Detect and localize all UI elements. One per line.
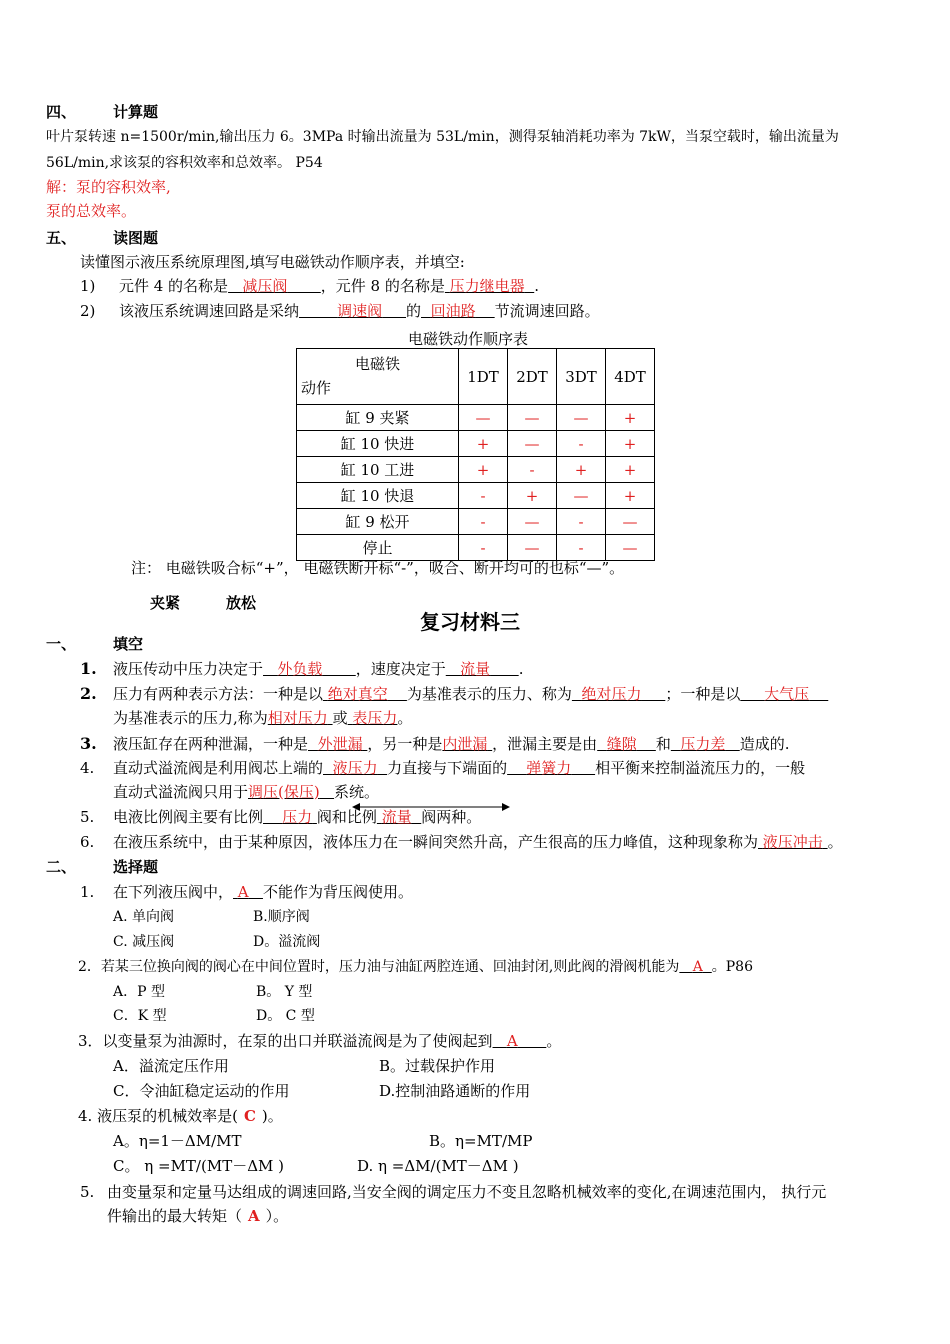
section-5-title: 读图题 <box>113 229 159 247</box>
answer-blank: 压力继电器 <box>449 277 525 295</box>
choice-option: B。η=MT/MP <box>429 1132 533 1150</box>
choice-option: C．K 型 <box>113 1008 167 1024</box>
question-number: 5. <box>80 808 95 826</box>
answer-blank: C <box>243 1107 256 1125</box>
table-cell: + <box>459 457 508 483</box>
section-4-number: 四、 <box>46 103 77 121</box>
fill-question-4: 4. 直动式溢流阀是利用阀芯上端的 液压力 力直接与下端面的 弹簧力 相平衡来控制溢流压力的，一般 <box>80 759 806 777</box>
table-cell: - <box>557 535 606 561</box>
question-number: 1. <box>80 883 95 901</box>
fill-question-1: 1. 液压传动中压力决定于 外负载 ，速度决定于 流量 . <box>80 659 524 678</box>
table-cell: + <box>557 457 606 483</box>
question-text-line1: 叶片泵转速 n=1500r/min,输出压力 6。3MPa 时输出流量为 53L/min，测得泵轴消耗功率为 7kW，当泵空载时，输出流量为 <box>46 129 839 145</box>
question-number: 2. <box>80 684 97 703</box>
question-number: 1. <box>80 659 97 678</box>
table-row <box>297 483 655 509</box>
row-label: 缸 10 快退 <box>297 483 459 509</box>
answer-blank: 调速阀 <box>337 302 383 320</box>
section-4-title: 计算题 <box>113 103 159 121</box>
corner-top-label: 电磁铁 <box>354 355 400 373</box>
item-number: 2) <box>80 302 96 320</box>
part-2-title: 选择题 <box>113 858 159 876</box>
table-cell: - <box>508 457 557 483</box>
table-cell: + <box>606 431 655 457</box>
table-row <box>297 509 655 535</box>
row-label: 缸 9 松开 <box>297 509 459 535</box>
table-cell: - <box>459 509 508 535</box>
part-2-number: 二、 <box>46 858 77 876</box>
answer-blank: 表压力 <box>352 709 398 727</box>
choice-option: C．令油缸稳定运动的作用 <box>113 1082 290 1100</box>
choice-option: B。 Y 型 <box>256 984 313 1000</box>
row-label: 缸 10 工进 <box>297 457 459 483</box>
answer-blank: A <box>248 1207 260 1225</box>
fill-item-2: 2) 该液压系统调速回路是采纳 调速阀 的 回油路 节流调速回路。 <box>80 302 600 320</box>
table-cell: — <box>508 431 557 457</box>
section-5-number: 五、 <box>46 229 77 247</box>
table-cell: - <box>557 509 606 535</box>
choice-option: D.控制油路通断的作用 <box>379 1082 531 1100</box>
table-row <box>297 431 655 457</box>
question-number: 3. <box>80 734 97 753</box>
fill-question-2-line2: 为基准表示的压力,称为相对压力 或 表压力。 <box>113 709 413 727</box>
choice-option: B。过载保护作用 <box>379 1057 496 1075</box>
table-cell: + <box>606 457 655 483</box>
choice-option: D. η =ΔM/(MT－ΔM ) <box>357 1157 519 1175</box>
answer-blank: 缝隙 <box>606 735 637 753</box>
choice-option: D。溢流阀 <box>253 934 321 950</box>
table-row <box>297 457 655 483</box>
choice-question-5-line2: 件输出的最大转矩（ A ）。 <box>107 1207 289 1225</box>
table-note: 注： 电磁铁吸合标“+”， 电磁铁断开标“-”，吸合、断开均可的也标“—”。 <box>131 559 625 577</box>
row-label: 缸 9 夹紧 <box>297 405 459 431</box>
row-label: 停止 <box>297 535 459 561</box>
answer-blank: 弹簧力 <box>526 759 572 777</box>
answer-blank: A <box>692 959 703 975</box>
answer-blank: 外负载 <box>277 660 323 678</box>
choice-question-3: 3．以变量泵为油源时，在泵的出口并联溢流阀是为了使阀起到 A 。 <box>78 1032 562 1050</box>
answer-blank: 绝对压力 <box>581 685 642 703</box>
choice-option: A．P 型 <box>113 984 165 1000</box>
column-header: 4DT <box>606 349 655 405</box>
fill-question-5: 5. 电液比例阀主要有比例 压力 阀和比例 流量 阀两种。 <box>80 808 482 826</box>
table-cell: — <box>557 483 606 509</box>
table-cell: — <box>508 405 557 431</box>
table-cell: - <box>459 535 508 561</box>
choice-option: A．溢流定压作用 <box>113 1057 229 1075</box>
answer-blank: 大气压 <box>764 685 810 703</box>
table-corner-cell <box>297 349 459 405</box>
table-row <box>297 405 655 431</box>
question-text-line2: 56L/min,求该泵的容积效率和总效率。 P54 <box>46 155 323 171</box>
table-cell: — <box>557 405 606 431</box>
question-number: 5. <box>80 1183 95 1201</box>
choice-question-5: 5. 由变量泵和定量马达组成的调速回路,当安全阀的调定压力不变且忽略机械效率的变化,在调速范围内， 执行元 <box>80 1183 827 1201</box>
choice-option: C。 η =MT/(MT－ΔM ) <box>113 1157 285 1175</box>
table-cell: — <box>459 405 508 431</box>
answer-blank: A <box>237 883 249 901</box>
part-1-title: 填空 <box>113 635 144 653</box>
answer-blank: 回油路 <box>430 302 476 320</box>
answer-blank: 液压冲击 <box>762 833 823 851</box>
fill-question-2: 2. 压力有两种表示方法：一种是以 绝对真空 为基准表示的压力、称为 绝对压力 ；一种是以 大气压 <box>80 684 810 703</box>
table-cell: — <box>508 509 557 535</box>
table-cell: + <box>459 431 508 457</box>
table-row <box>297 535 655 561</box>
answer-blank: 调压(保压) <box>248 783 320 801</box>
answer-blank: 流量 <box>460 660 491 678</box>
item-number: 1) <box>80 277 96 295</box>
choice-option: C. 减压阀 <box>113 934 175 950</box>
table-cell: — <box>606 535 655 561</box>
fill-question-3: 3. 液压缸存在两种泄漏，一种是 外泄漏 ，另一种是内泄漏 ，泄漏主要是由 缝隙 和 压力差 造成的. <box>80 734 790 753</box>
choice-option: A. 单向阀 <box>113 909 175 925</box>
column-header: 1DT <box>459 349 508 405</box>
question-number: 4. <box>80 759 95 777</box>
choice-option: B.顺序阀 <box>253 909 310 925</box>
fill-question-4-line2: 直动式溢流阀只用于调压(保压) 系统。 <box>113 783 380 801</box>
fill-item-1: 1) 元件 4 的名称是 减压阀 ，元件 8 的名称是 压力继电器 . <box>80 277 539 295</box>
clamp-label: 夹紧 <box>150 594 181 612</box>
answer-blank: 液压力 <box>332 759 378 777</box>
choice-option: D。 C 型 <box>256 1008 315 1024</box>
table-cell: - <box>459 483 508 509</box>
fill-question-6: 6. 在液压系统中，由于某种原因，液体压力在一瞬间突然升高，产生很高的压力峰值，这种现象称为 液压冲击 。 <box>80 833 843 851</box>
table-caption: 电磁铁动作顺序表 <box>408 330 529 348</box>
answer-line2: 泵的总效率。 <box>46 202 137 220</box>
page-title: 复习材料三 <box>420 610 520 634</box>
answer-blank: 减压阀 <box>242 277 288 295</box>
column-header: 2DT <box>508 349 557 405</box>
table-cell: - <box>557 431 606 457</box>
answer-blank: A <box>506 1032 518 1050</box>
answer-blank: 流量 <box>381 808 412 826</box>
choice-question-4: 4. 液压泵的机械效率是( C )。 <box>78 1107 283 1125</box>
answer-blank: 绝对真空 <box>327 685 388 703</box>
section-5-intro: 读懂图示液压系统原理图,填写电磁铁动作顺序表，并填空: <box>80 253 465 271</box>
column-header: 3DT <box>557 349 606 405</box>
choice-question-1: 1. 在下列液压阀中， A 不能作为背压阀使用。 <box>80 883 413 901</box>
table-cell: + <box>606 405 655 431</box>
answer-line1: 解：泵的容积效率, <box>46 178 171 196</box>
choice-option: A。η=1－ΔM/MT <box>113 1132 242 1150</box>
table-header-row <box>297 349 655 405</box>
answer-blank: 压力 <box>282 808 313 826</box>
answer-blank: 压力差 <box>680 735 726 753</box>
table-cell: — <box>508 535 557 561</box>
choice-question-2: 2．若某三位换向阀的阀心在中间位置时，压力油与油缸两腔连通、回油封闭,则此阀的滑阀机能为 A 。P86 <box>78 959 753 975</box>
table-cell: + <box>606 483 655 509</box>
release-label: 放松 <box>226 594 257 612</box>
table-cell: — <box>606 509 655 535</box>
row-label: 缸 10 快进 <box>297 431 459 457</box>
answer-blank: 相对压力 <box>267 709 328 727</box>
answer-blank: 内泄漏 <box>442 735 488 753</box>
part-1-number: 一、 <box>46 635 77 653</box>
solenoid-sequence-table <box>296 348 655 561</box>
corner-bottom-label: 动作 <box>301 379 332 397</box>
table-cell: + <box>508 483 557 509</box>
question-number: 6. <box>80 833 95 851</box>
answer-blank: 外泄漏 <box>317 735 363 753</box>
